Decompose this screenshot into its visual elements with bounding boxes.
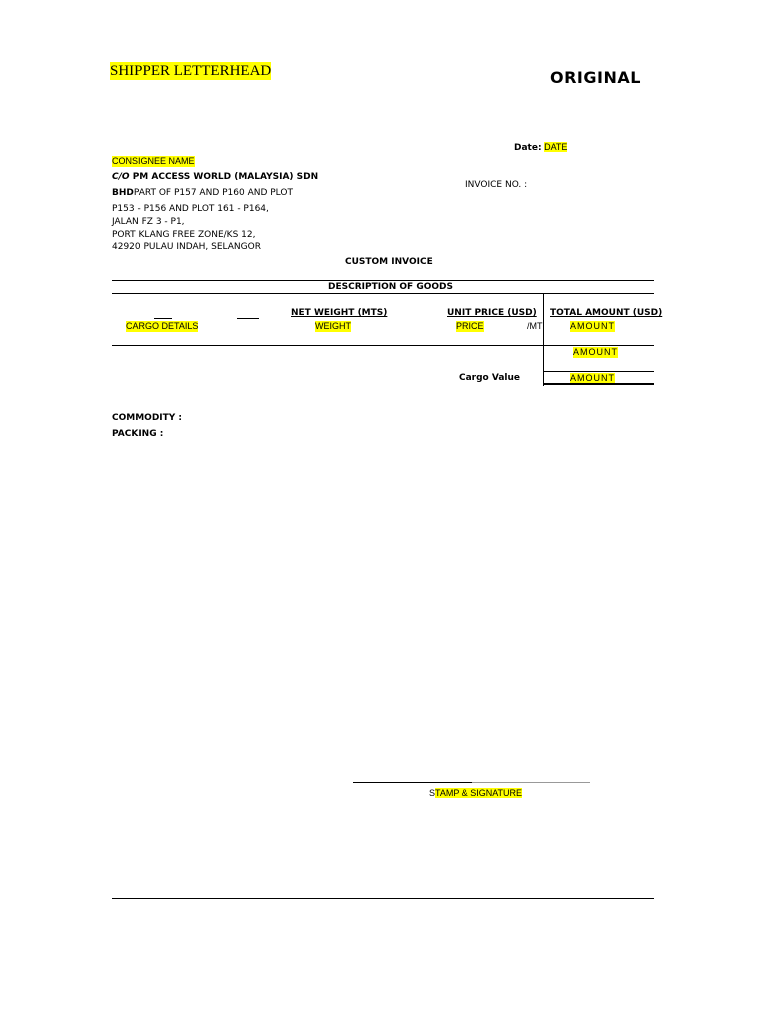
consignee-address-line4: PORT KLANG FREE ZONE/KS 12,: [112, 230, 256, 240]
consignee-address-line5: 42920 PULAU INDAH, SELANGOR: [112, 242, 261, 252]
stamp-signature-text: TAMP & SIGNATURE: [435, 788, 523, 798]
price-value: PRICE: [456, 321, 484, 331]
address-text-1: PART OF P157 AND P160 AND PLOT: [133, 188, 293, 198]
weight-value: WEIGHT: [315, 321, 351, 331]
total-column-divider: [543, 293, 544, 386]
signature-line-right: [472, 782, 590, 783]
cargo-value-label: Cargo Value: [459, 373, 521, 383]
care-of-prefix: C/O: [112, 172, 130, 182]
consignee-address-line1: [112, 188, 293, 199]
subtotal-amount: AMOUNT: [573, 347, 618, 357]
original-label: ORIGINAL: [550, 68, 641, 87]
stamp-signature-prefix: S: [429, 788, 436, 798]
packing-label: PACKING :: [112, 429, 164, 439]
consignee-name: CONSIGNEE NAME: [112, 156, 195, 166]
net-weight-header: NET WEIGHT (MTS): [291, 308, 388, 318]
cargo-value-double-underline: [543, 383, 654, 385]
total-amount-header: TOTAL AMOUNT (USD): [550, 308, 663, 318]
cargo-details: CARGO DETAILS: [126, 321, 199, 331]
cargo-value-amount: AMOUNT: [570, 373, 615, 383]
footer-line: [112, 898, 654, 899]
date-block: [514, 142, 567, 154]
company-name: PM ACCESS WORLD (MALAYSIA) SDN: [132, 172, 319, 182]
commodity-label: COMMODITY :: [112, 413, 183, 423]
date-label: Date:: [514, 143, 542, 153]
row-amount: AMOUNT: [570, 321, 615, 331]
description-of-goods-header: DESCRIPTION OF GOODS: [328, 282, 453, 292]
cargo-value-top-border: [543, 371, 654, 372]
stamp-signature-label: [429, 788, 522, 799]
table-header-border: [112, 293, 654, 294]
consignee-address-line3: JALAN FZ 3 - P1,: [112, 217, 185, 227]
blank-underline-1: [154, 318, 172, 319]
unit-price-header: UNIT PRICE (USD): [447, 308, 537, 318]
document-title: CUSTOM INVOICE: [345, 257, 433, 267]
blank-underline-2: [237, 318, 259, 319]
per-mt-unit: /MT: [527, 321, 543, 331]
table-top-border: [112, 280, 654, 281]
signature-line-left: [353, 782, 472, 783]
consignee-address-line2: P153 - P156 AND PLOT 161 - P164,: [112, 204, 269, 214]
invoice-no-label: INVOICE NO. :: [465, 180, 528, 190]
company-suffix: BHD: [112, 188, 134, 198]
consignee-company-line1: [112, 172, 318, 183]
table-row-border: [112, 345, 654, 346]
shipper-letterhead: SHIPPER LETTERHEAD: [110, 63, 272, 79]
date-value: DATE: [544, 142, 568, 152]
